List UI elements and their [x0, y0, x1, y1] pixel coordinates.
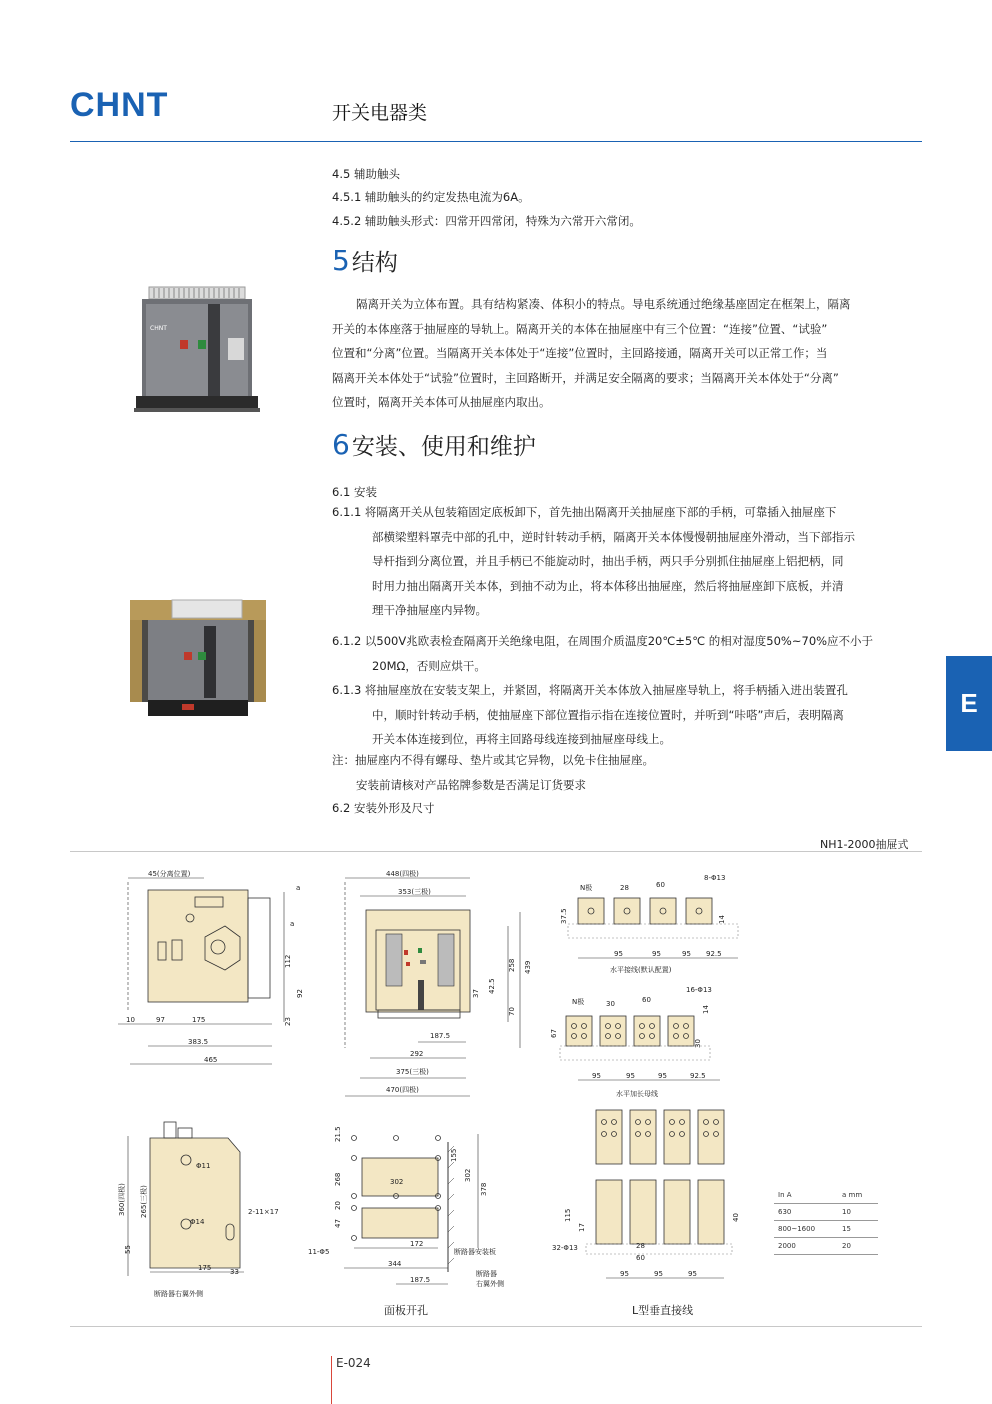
drawing-bottom-rule [70, 1326, 922, 1327]
dim-label: 95 [688, 1270, 697, 1278]
dim-label: 30 [694, 1039, 702, 1048]
section-6-number: 6 [332, 428, 350, 461]
para-line: 隔离开关本体处于“试验”位置时，主回路断开，并满足安全隔离的要求；当隔离开关本体处于“分离” [332, 370, 839, 385]
para-line: 时用力抽出隔离开关本体，到抽不动为止，将本体移出抽屉座，然后将抽屉座卸下底板，并清 [372, 578, 844, 593]
dim-label: 175 [192, 1016, 206, 1024]
side-view-drawing [118, 869, 304, 1064]
table-cell: 15 [838, 1221, 878, 1238]
table-header-row [774, 1187, 878, 1204]
drawing-note: 断路器右翼外侧 [154, 1290, 203, 1298]
section-5-number: 5 [332, 244, 350, 277]
dim-label: N极 [580, 884, 593, 892]
dim-label: 16-Φ13 [686, 986, 712, 994]
table-cell: 800~1600 [774, 1221, 838, 1238]
dim-label: 40 [732, 1213, 740, 1222]
horizontal-wiring-drawing [560, 874, 738, 974]
dim-label: 17 [578, 1223, 586, 1232]
text-6-1-2 [332, 629, 932, 678]
dim-label: Φ14 [190, 1218, 205, 1226]
dim-label: 378 [480, 1182, 488, 1196]
install-notes [332, 748, 932, 797]
dim-label: 383.5 [188, 1038, 209, 1046]
table-header: a mm [838, 1187, 878, 1204]
dim-label: 172 [410, 1240, 424, 1248]
section-6-title: 安装、使用和维护 [351, 434, 536, 460]
dim-label: 55 [124, 1245, 132, 1254]
dim-label: 360(四极) [118, 1183, 126, 1216]
dim-label: 60 [656, 881, 665, 889]
product-photo-drawer [126, 596, 270, 720]
dim-label: 268 [334, 1172, 342, 1186]
dim-label: 187.5 [430, 1032, 451, 1040]
dim-label: N极 [572, 998, 585, 1006]
dim-label: 14 [702, 1005, 710, 1014]
dim-label: 115 [564, 1208, 572, 1222]
dim-label: 465 [204, 1056, 218, 1064]
dim-label: 30 [606, 1000, 615, 1008]
dim-label: 302 [390, 1178, 404, 1186]
dim-label: 344 [388, 1260, 402, 1268]
technical-drawings [0, 852, 992, 1327]
dim-label: 95 [620, 1270, 629, 1278]
dim-label: 70 [508, 1007, 516, 1016]
text-4-5: 4.5 辅助触头 [332, 167, 400, 181]
dim-label: 37 [472, 989, 480, 998]
table-cell: 10 [838, 1204, 878, 1221]
text-6-2: 6.2 安装外形及尺寸 [332, 801, 435, 815]
current-spec-table [774, 1187, 878, 1255]
drawing-caption: 水平加长母线 [616, 1090, 658, 1098]
para-line: 部横梁塑料罩壳中部的孔中，逆时针转动手柄，隔离开关本体慢慢朝抽屉座外滑动，当下部指示 [372, 529, 855, 544]
dim-label: 97 [156, 1016, 165, 1024]
dim-label: 23 [284, 1017, 292, 1026]
drawing-note: 断路器安装板 [454, 1248, 496, 1256]
dim-label: 60 [636, 1254, 645, 1262]
text-6-1: 6.1 安装 [332, 485, 377, 499]
para-line: 位置时，隔离开关本体可从抽屉座内取出。 [332, 395, 551, 409]
dim-label: 92.5 [690, 1072, 706, 1080]
dim-label: 155 [450, 1148, 458, 1162]
dim-label: 95 [682, 950, 691, 958]
dim-label: 28 [620, 884, 629, 892]
photo-brand-label: CHNT [150, 325, 167, 332]
dim-label: 92.5 [706, 950, 722, 958]
dim-label: 60 [642, 996, 651, 1004]
dim-label: 47 [334, 1219, 342, 1228]
para-line: 开关本体连接到位，再将主回路母线连接到抽屉座母线上。 [372, 732, 671, 746]
table-cell: 2000 [774, 1238, 838, 1255]
note-line: 注：抽屉座内不得有螺母、垫片或其它异物，以免卡住抽屉座。 [332, 753, 654, 767]
para-line: 20MΩ，否则应烘干。 [372, 658, 486, 673]
dim-label: 14 [718, 915, 726, 924]
dim-label: 375(三极) [396, 1068, 429, 1076]
page-category-title: 开关电器类 [332, 102, 428, 124]
para-line: 中，顺时针转动手柄，使抽屉座下部位置指示指在连接位置时，并听到“咔嗒”声后，表明隔离 [372, 707, 844, 722]
text-4-5-2: 4.5.2 辅助触头形式：四常开四常闭，特殊为六常开六常闭。 [332, 214, 641, 228]
text-6-1-3 [332, 678, 932, 752]
dim-label: 95 [614, 950, 623, 958]
dim-label: 175 [198, 1264, 212, 1272]
dim-label: 33 [230, 1268, 239, 1276]
dim-label: 10 [126, 1016, 135, 1024]
table-row [774, 1204, 878, 1221]
caption-l-vertical: L型垂直接线 [632, 1304, 694, 1317]
dim-label: 8-Φ13 [704, 874, 726, 882]
dim-label: 439 [524, 960, 532, 974]
para-line: 6.1.2 以500V兆欧表检查隔离开关绝缘电阻，在周围介质温度20℃±5℃ 的相对湿度50%~70%应不小于 [332, 634, 874, 648]
model-label: NH1-2000抽屉式 [820, 838, 909, 851]
dim-label: 20 [334, 1201, 342, 1210]
mounting-side-drawing [117, 1122, 279, 1298]
dim-label: 95 [592, 1072, 601, 1080]
table-row [774, 1238, 878, 1255]
para-line: 隔离开关为立体布置。具有结构紧凑、体积小的特点。导电系统通过绝缘基座固定在框架上，隔离 [356, 297, 851, 311]
section-5-title: 结构 [351, 250, 398, 276]
dim-label: 42.5 [488, 978, 496, 994]
dim-label: 187.5 [410, 1276, 431, 1284]
table-cell: 20 [838, 1238, 878, 1255]
table-header: In A [774, 1187, 838, 1204]
product-photo-front [134, 282, 260, 414]
dim-label: 95 [658, 1072, 667, 1080]
dim-label: 353(三极) [398, 888, 431, 896]
dim-label: 265(三极) [140, 1185, 148, 1218]
section-6-heading [332, 428, 536, 461]
dim-label: 302 [464, 1168, 472, 1182]
para-line: 6.1.3 将抽屉座放在安装支架上，并紧固，将隔离开关本体放入抽屉座导轨上，将手柄插入进出装置孔 [332, 683, 848, 697]
table-cell: 630 [774, 1204, 838, 1221]
dim-label: 92 [296, 989, 304, 998]
dim-label: 448(四极) [386, 870, 419, 878]
para-line: 6.1.1 将隔离开关从包装箱固定底板卸下，首先抽出隔离开关抽屉座下部的手柄，可靠插入抽屉座下 [332, 505, 837, 519]
dim-label: 2-11×17 [248, 1208, 279, 1216]
dim-label: 112 [284, 954, 292, 968]
dim-label: 292 [410, 1050, 424, 1058]
dim-label: a [296, 884, 301, 892]
dim-label: 45(分离位置) [148, 870, 191, 878]
section-5-heading [332, 244, 398, 277]
brand-logo: CHNT [70, 86, 169, 124]
dim-label: 21.5 [334, 1126, 342, 1142]
note-line: 安装前请核对产品铭牌参数是否满足订货要求 [356, 777, 586, 792]
para-line: 开关的本体座落于抽屉座的导轨上。隔离开关的本体在抽屉座中有三个位置：“连接”位置、“试验” [332, 321, 828, 336]
table-row [774, 1221, 878, 1238]
text-4-5-1: 4.5.1 辅助触头的约定发热电流为6A。 [332, 190, 530, 204]
panel-cutout-drawing [308, 1126, 504, 1288]
drawing-caption: 水平接线(默认配置) [610, 966, 672, 974]
dim-label: 470(四极) [386, 1086, 419, 1094]
dim-label: 28 [636, 1242, 645, 1250]
para-line: 位置和“分离”位置。当隔离开关本体处于“连接”位置时，主回路接通，隔离开关可以正常工作；当 [332, 346, 828, 360]
page-number-bar [331, 1356, 332, 1404]
dim-label: 258 [508, 958, 516, 972]
caption-panel-cutout: 面板开孔 [384, 1304, 428, 1317]
para-line: 理干净抽屉座内异物。 [372, 603, 487, 617]
dim-label: 95 [626, 1072, 635, 1080]
dim-label: 67 [550, 1029, 558, 1038]
dim-label: a [290, 920, 295, 928]
para-line: 导杆指到分离位置，并且手柄已不能旋动时，抽出手柄，两只手分别抓住抽屉座上铝把柄，同 [372, 554, 844, 568]
dim-label: 37.5 [560, 908, 568, 924]
dim-label: 32-Φ13 [552, 1244, 578, 1252]
l-vertical-wiring-drawing [552, 1110, 740, 1278]
dim-label: 95 [654, 1270, 663, 1278]
header-rule [70, 141, 922, 142]
front-view-drawing [345, 869, 532, 1096]
drawing-note: 右翼外侧 [476, 1280, 504, 1288]
section-tab-e: E [946, 656, 992, 751]
dim-label: Φ11 [196, 1162, 211, 1170]
drawing-note: 断路器 [476, 1270, 497, 1278]
dim-label: 95 [652, 950, 661, 958]
text-6-1-1 [332, 500, 932, 623]
page-number: E-024 [336, 1356, 371, 1370]
extended-busbar-drawing [550, 986, 720, 1098]
dim-label: 11-Φ5 [308, 1248, 330, 1256]
section-5-paragraph [332, 292, 932, 415]
